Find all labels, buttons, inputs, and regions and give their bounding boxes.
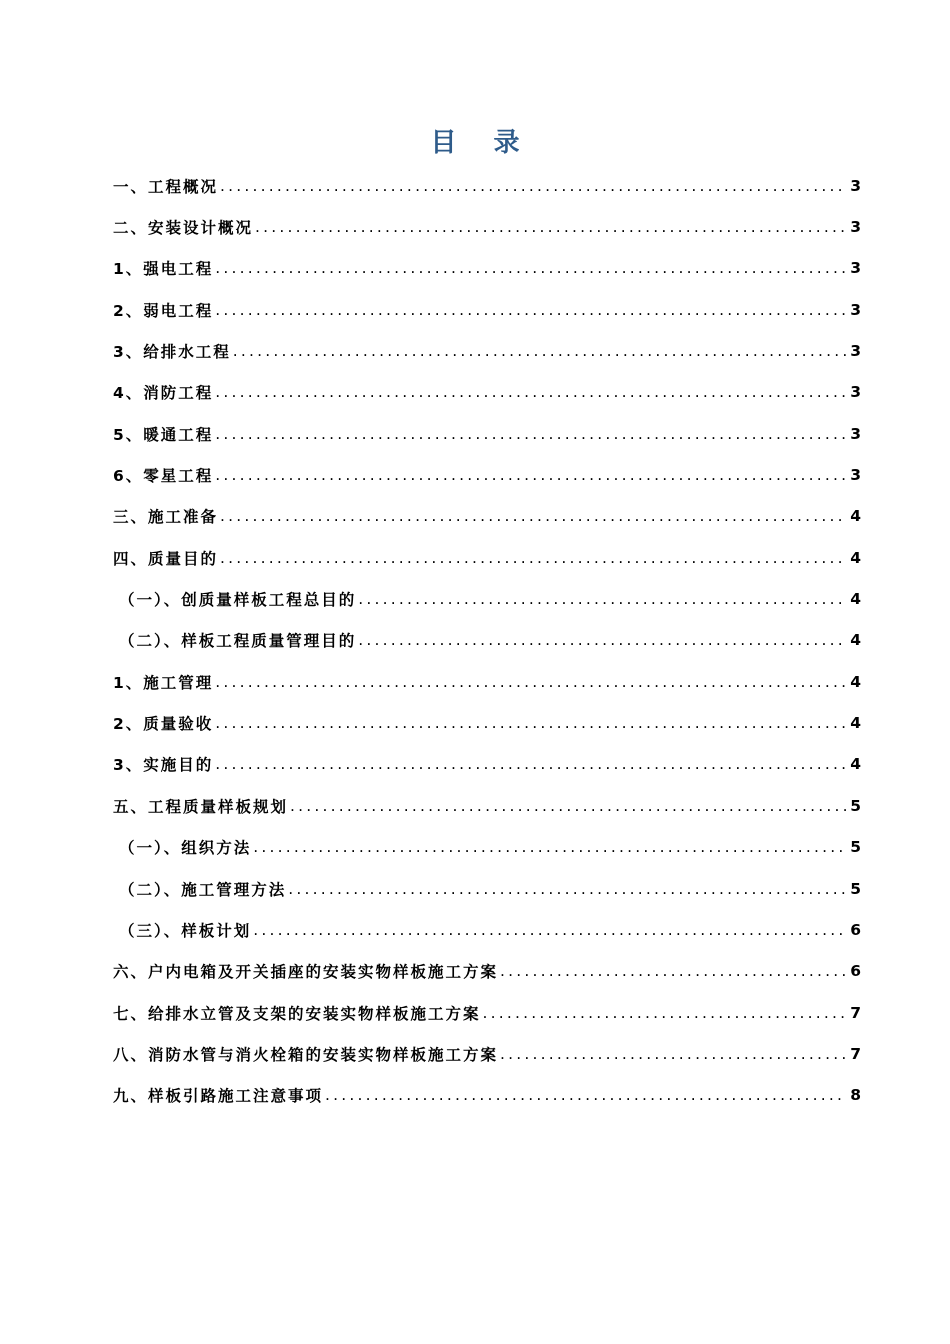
toc-dot-leader	[220, 507, 846, 525]
toc-entry-label: 三、施工准备	[113, 508, 219, 527]
toc-entry-page: 7	[850, 1044, 861, 1063]
toc-entry[interactable]	[113, 578, 861, 619]
toc-dot-leader	[215, 673, 846, 691]
toc-entry[interactable]	[113, 785, 861, 826]
toc-entry-page: 3	[850, 259, 861, 278]
toc-entry[interactable]	[113, 827, 861, 868]
toc-dot-leader	[325, 1086, 846, 1104]
toc-entry-label: （一）、创质量样板工程总目的	[119, 591, 357, 610]
toc-dot-leader	[253, 838, 846, 856]
toc-dot-leader	[253, 921, 846, 939]
toc-entry[interactable]	[113, 1075, 861, 1116]
toc-entry-page: 5	[850, 796, 861, 815]
toc-entry[interactable]	[113, 289, 861, 330]
toc-entry-page: 3	[850, 424, 861, 443]
toc-entry-label: 1、施工管理	[113, 673, 214, 692]
toc-entry-label: 1、强电工程	[113, 260, 214, 279]
toc-entry-label: 七、给排水立管及支架的安装实物样板施工方案	[113, 1004, 481, 1023]
toc-entry-page: 4	[850, 590, 861, 609]
toc-entry-page: 7	[850, 1003, 861, 1022]
toc-dot-leader	[500, 1045, 846, 1063]
toc-entry[interactable]	[113, 454, 861, 495]
toc-dot-leader	[215, 301, 846, 319]
toc-entry-label: 二、安装设计概况	[113, 219, 254, 238]
toc-entry-page: 3	[850, 466, 861, 485]
toc-entry-page: 3	[850, 176, 861, 195]
toc-entry-label: 九、样板引路施工注意事项	[113, 1087, 324, 1106]
toc-dot-leader	[220, 177, 846, 195]
toc-entry-label: （二）、样板工程质量管理目的	[119, 632, 357, 651]
toc-entry-page: 4	[850, 631, 861, 650]
toc-entry-page: 6	[850, 962, 861, 981]
toc-dot-leader	[358, 590, 846, 608]
toc-entry-page: 6	[850, 920, 861, 939]
toc-entry-page: 4	[850, 755, 861, 774]
toc-entry[interactable]	[113, 206, 861, 247]
toc-entry[interactable]	[113, 702, 861, 743]
toc-entry-label: 6、零星工程	[113, 467, 214, 486]
toc-entry[interactable]	[113, 1033, 861, 1074]
toc-entry-label: 六、户内电箱及开关插座的安装实物样板施工方案	[113, 963, 499, 982]
toc-entry-page: 3	[850, 383, 861, 402]
toc-entry-label: 2、质量验收	[113, 715, 214, 734]
toc-dot-leader	[288, 880, 846, 898]
toc-entry[interactable]	[113, 537, 861, 578]
toc-entry-page: 4	[850, 548, 861, 567]
toc-entry[interactable]	[113, 372, 861, 413]
toc-dot-leader	[215, 383, 846, 401]
toc-entry[interactable]	[113, 744, 861, 785]
toc-entry[interactable]	[113, 909, 861, 950]
toc-dot-leader	[215, 755, 846, 773]
toc-entry-label: 四、质量目的	[113, 549, 219, 568]
toc-entry-page: 4	[850, 714, 861, 733]
toc-entry[interactable]	[113, 868, 861, 909]
toc-entry-page: 5	[850, 879, 861, 898]
toc-entry-page: 5	[850, 838, 861, 857]
toc-entry[interactable]	[113, 992, 861, 1033]
toc-entry-label: 3、给排水工程	[113, 343, 231, 362]
toc-entry-label: （二）、施工管理方法	[119, 880, 287, 899]
toc-entry-label: 4、消防工程	[113, 384, 214, 403]
toc-dot-leader	[358, 631, 846, 649]
toc-entry-label: （三）、样板计划	[119, 921, 252, 940]
toc-entry-page: 3	[850, 218, 861, 237]
toc-entry[interactable]	[113, 620, 861, 661]
toc-entry-page: 4	[850, 507, 861, 526]
toc-entry[interactable]	[113, 248, 861, 289]
toc-entry[interactable]	[113, 951, 861, 992]
toc-dot-leader	[233, 342, 846, 360]
toc-entry-label: 2、弱电工程	[113, 301, 214, 320]
toc-entry-label: （一）、组织方法	[119, 839, 252, 858]
toc-entry-page: 3	[850, 342, 861, 361]
toc-entry-label: 3、实施目的	[113, 756, 214, 775]
toc-entry[interactable]	[113, 165, 861, 206]
toc-dot-leader	[483, 1004, 847, 1022]
toc-dot-leader	[220, 549, 846, 567]
toc-entry[interactable]	[113, 496, 861, 537]
toc-dot-leader	[215, 714, 846, 732]
toc-entry[interactable]	[113, 413, 861, 454]
toc-entry-label: 五、工程质量样板规划	[113, 797, 289, 816]
table-of-contents	[113, 165, 861, 1116]
toc-entry-page: 4	[850, 672, 861, 691]
toc-dot-leader	[215, 425, 846, 443]
toc-dot-leader	[215, 259, 846, 277]
toc-entry-label: 5、暖通工程	[113, 425, 214, 444]
toc-dot-leader	[215, 466, 846, 484]
toc-entry-label: 八、消防水管与消火栓箱的安装实物样板施工方案	[113, 1045, 499, 1064]
toc-dot-leader	[255, 218, 846, 236]
toc-entry[interactable]	[113, 330, 861, 371]
toc-entry-label: 一、工程概况	[113, 177, 219, 196]
toc-entry[interactable]	[113, 661, 861, 702]
toc-dot-leader	[500, 962, 846, 980]
toc-title: 目 录	[430, 128, 534, 158]
toc-entry-page: 3	[850, 300, 861, 319]
toc-dot-leader	[290, 797, 846, 815]
toc-entry-page: 8	[850, 1086, 861, 1105]
